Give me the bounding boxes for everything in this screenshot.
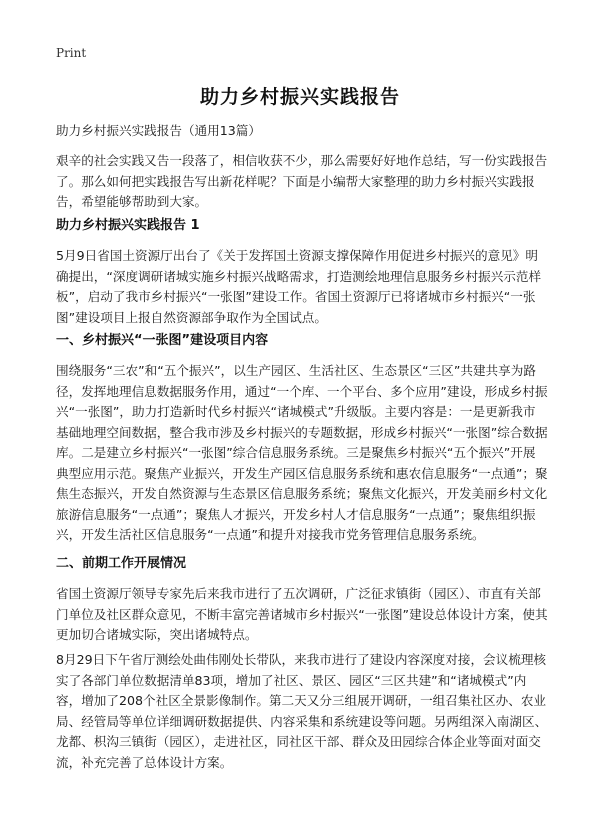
page-title: 助力乡村振兴实践报告 — [199, 86, 400, 108]
paragraph-1: 5月9日省国土资源厅出台了《关于发挥国土资源支撑保障作用促进乡村振兴的意见》明确提出，“深度调研诸城实施乡村振兴战略需求，打造测绘地理信息服务乡村振兴示范样板”，启动了我市乡村振兴“一张图”建设工作。省国土资源厅已将诸城市乡村振兴“一张图”建设项目上报自然资源部争取作为全国试点。 — [56, 248, 542, 325]
section-1-body: 围绕服务“三农”和“五个振兴”，以生产园区、生活社区、生态景区“三区”共建共享为路径，发挥地理信息数据服务作用，通过“一个库、一个平台、多个应用”建设，形成乡村振兴“一张图”，助力打造新时代乡村振兴“诸城模式”升级版。主要内容是：一是更新我市基础地理空间数据，整合我市涉及乡村振兴的专题数据，形成乡村振兴“一张图”综合数据库。二是建立乡村振兴“一张图”综合信息服务系统。三是聚焦乡村振兴“五个振兴”开展典型应用示范。聚焦产业振兴，开发生产园区信息服务系统和惠农信息服务“一点通”；聚焦生态振兴，开发自然资源与生态景区信息服务系统；聚焦文化振兴，开发美丽乡村文化旅游信息服务“一点通”；聚焦人才振兴，开发乡村人才信息服务“一点通”；聚焦组织振兴，开发生活社区信息服务“一点通”和提升对接我市党务管理信息服务系统。 — [56, 363, 548, 542]
section-2-paragraph-1: 省国土资源厅领导专家先后来我市进行了五次调研，广泛征求镇街（园区）、市直有关部门单位及社区群众意见，不断丰富完善诸城市乡村振兴“一张图”建设总体设计方案，使其更加切合诸城实际，突出诸城特点。 — [56, 586, 548, 642]
section-2-paragraph-2: 8月29日下午省厅测绘处曲伟刚处长带队，来我市进行了建设内容深度对接，会议梳理核实了各部门单位数据清单83项，增加了社区、景区、园区“三区共建”和“诸城模式”内容，增加了208个社区全景影像制作。第二天又分三组展开调研，一组召集社区办、农业局、经管局等单位详细调研数据提供、内容采集和系统建设等问题。另两组深入南湖区、龙都、枳沟三镇街（园区），走进社区，同社区干部、群众及田园综合体企业等面对面交流，补充完善了总体设计方案。 — [56, 652, 548, 770]
intro-paragraph: 艰辛的社会实践又告一段落了，相信收获不少，那么需要好好地作总结，写一份实践报告了。那么如何把实践报告写出新花样呢？下面是小编帮大家整理的助力乡村振兴实践报告，希望能够帮助到大家。 — [56, 153, 548, 209]
report-heading: 助力乡村振兴实践报告 1 — [56, 218, 200, 233]
section-1-heading: 一、乡村振兴“一张图”建设项目内容 — [56, 333, 269, 348]
print-label: Print — [56, 46, 87, 60]
section-2-heading: 二、前期工作开展情况 — [56, 556, 187, 571]
doc-subtitle: 助力乡村振兴实践报告（通用13篇） — [56, 123, 261, 138]
